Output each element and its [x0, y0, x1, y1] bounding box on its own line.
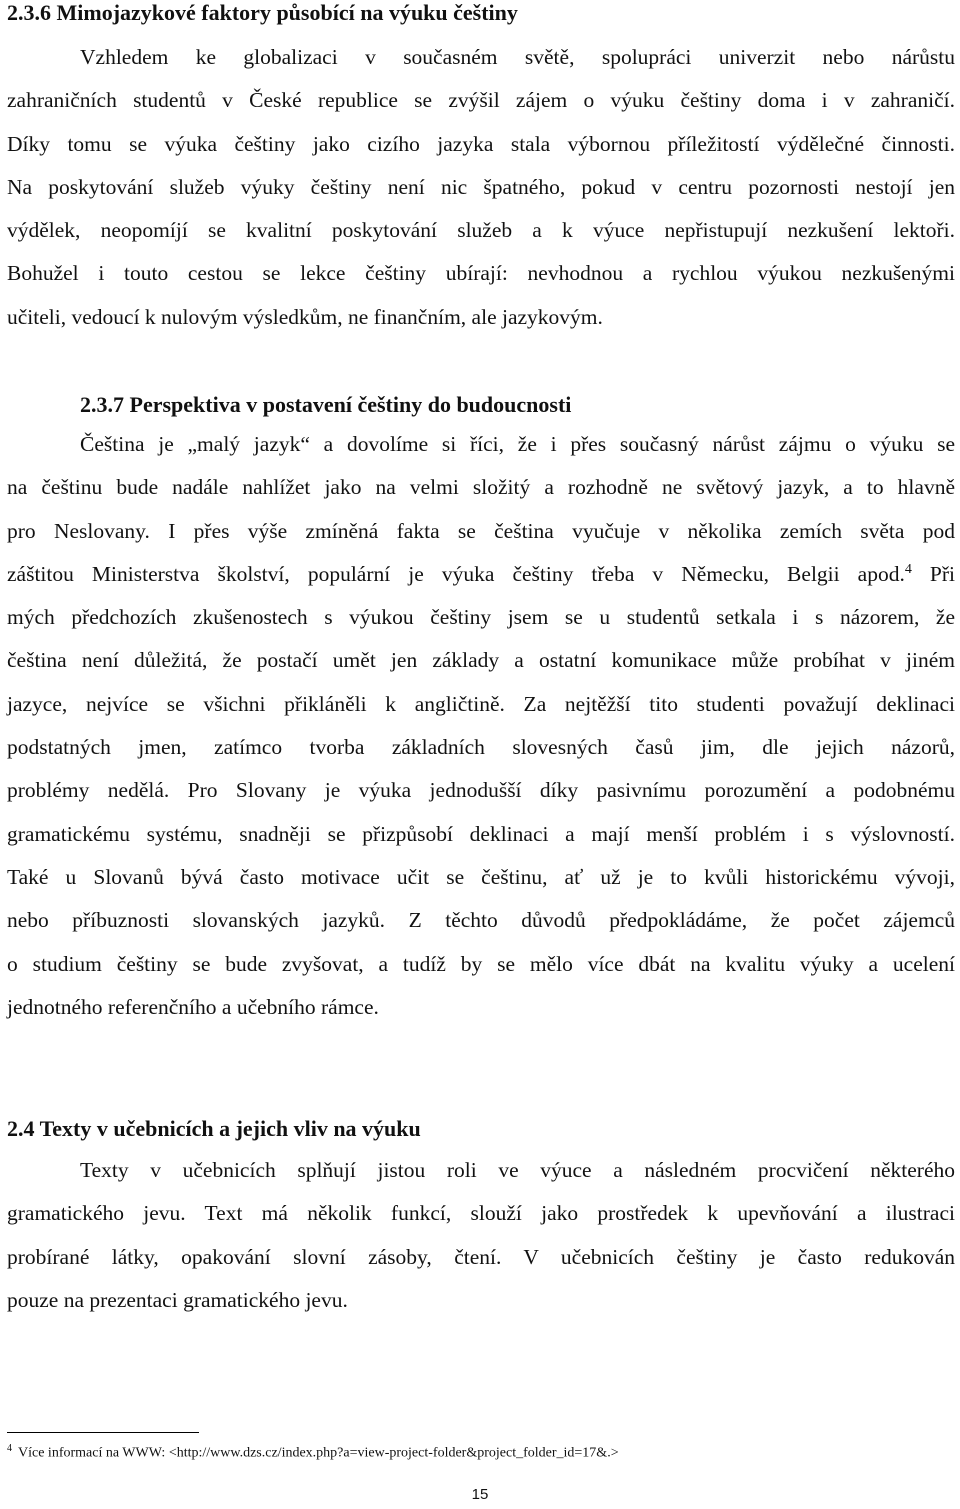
footnote-text: Více informací na WWW: <http://www.dzs.cz/index.php?a=view-project-folder&project_folder_id=17&.> [18, 1445, 619, 1461]
text-line: na češtinu bude nadále nahlížet jako na velmi složitý a rozhodně ne světový jazyk, a to hlavně [7, 475, 955, 500]
text-line: výdělek, neopomíjí se kvalitní poskytování služeb a k výuce nepřistupují nezkušení lektoři. [7, 218, 955, 243]
footnote [7, 1440, 619, 1463]
text-line: probírané látky, opakování slovní zásoby, čtení. V učebnicích češtiny je často redukován [7, 1244, 955, 1269]
text-line: Bohužel i touto cestou se lekce češtiny ubírají: nevhodnou a rychlou výukou nezkušenými [7, 261, 955, 286]
text-line: podstatných jmen, zatímco tvorba základních slovesných časů jim, dle jejich názorů, [7, 735, 955, 760]
text-line: gramatického jevu. Text má několik funkcí, slouží jako prostředek k upevňování a ilustraci [7, 1201, 955, 1226]
paragraph-2-3-6 [7, 36, 955, 339]
text-segment: Při [911, 561, 955, 586]
footnote-reference[interactable]: 4 [904, 561, 912, 577]
text-line: učiteli, vedoucí k nulovým výsledkům, ne finančním, ale jazykovým. [7, 304, 603, 329]
text-line: zahraničních studentů v České republice se zvýšil zájem o výuku češtiny doma i v zahraničí. [7, 88, 955, 113]
text-line: Díky tomu se výuka češtiny jako cizího jazyka stala výbornou příležitostí výdělečné činnosti. [7, 131, 955, 156]
text-line: gramatickému systému, snadněji se přizpůsobí deklinaci a mají menší problém i s výslovností. [7, 821, 955, 846]
text-line: problémy nedělá. Pro Slovany je výuka jednodušší díky pasivnímu porozumění a podobnému [7, 778, 955, 803]
footnote-number: 4 [7, 1443, 12, 1454]
text-segment: záštitou Ministerstva školství, populární je výuka češtiny třeba v Německu, Belgii apod. [7, 561, 905, 586]
section-heading-2-3-6: 2.3.6 Mimojazykové faktory působící na výuku češtiny [7, 0, 518, 25]
text-line: pro Neslovany. I přes výše zmíněná fakta se čeština vyučuje v několika zemích světa pod [7, 518, 955, 543]
page-number: 15 [471, 1486, 489, 1503]
paragraph-2-3-7 [7, 423, 955, 1029]
text-line-with-footnote [7, 553, 955, 596]
text-line: Také u Slovanů bývá často motivace učit se češtinu, ať už je to kvůli historickému vývoji, [7, 864, 955, 889]
text-line: čeština není důležitá, že postačí umět jen základy a ostatní komunikace může probíhat v jiném [7, 648, 955, 673]
section-heading-2-3-7: 2.3.7 Perspektiva v postavení češtiny do budoucnosti [80, 392, 572, 417]
text-line: jazyce, nejvíce se všichni přikláněli k angličtině. Za nejtěžší tito studenti považují deklinaci [7, 691, 955, 716]
paragraph-2-4 [7, 1149, 955, 1322]
text-line: Na poskytování služeb výuky češtiny není nic špatného, pokud v centru pozornosti nestojí jen [7, 174, 955, 199]
text-line: pouze na prezentaci gramatického jevu. [7, 1287, 348, 1312]
text-line: nebo příbuznosti slovanských jazyků. Z těchto důvodů předpokládáme, že počet zájemců [7, 908, 955, 933]
section-heading-2-4: 2.4 Texty v učebnicích a jejich vliv na výuku [7, 1116, 421, 1141]
footnote-separator [7, 1432, 199, 1433]
text-line: Vzhledem ke globalizaci v současném světě, spolupráci univerzit nebo nárůstu [80, 45, 955, 69]
text-line: jednotného referenčního a učebního rámce. [7, 994, 379, 1019]
text-line: mých předchozích zkušenostech s výukou češtiny jsem se u studentů setkala i s názorem, že [7, 605, 955, 630]
text-line: o studium češtiny se bude zvyšovat, a tudíž by se mělo více dbát na kvalitu výuky a ucelení [7, 951, 955, 976]
text-line: Texty v učebnicích splňují jistou roli ve výuce a následném procvičení některého [80, 1158, 955, 1182]
text-line: Čeština je „malý jazyk“ a dovolíme si říci, že i přes současný nárůst zájmu o výuku se [80, 432, 955, 456]
